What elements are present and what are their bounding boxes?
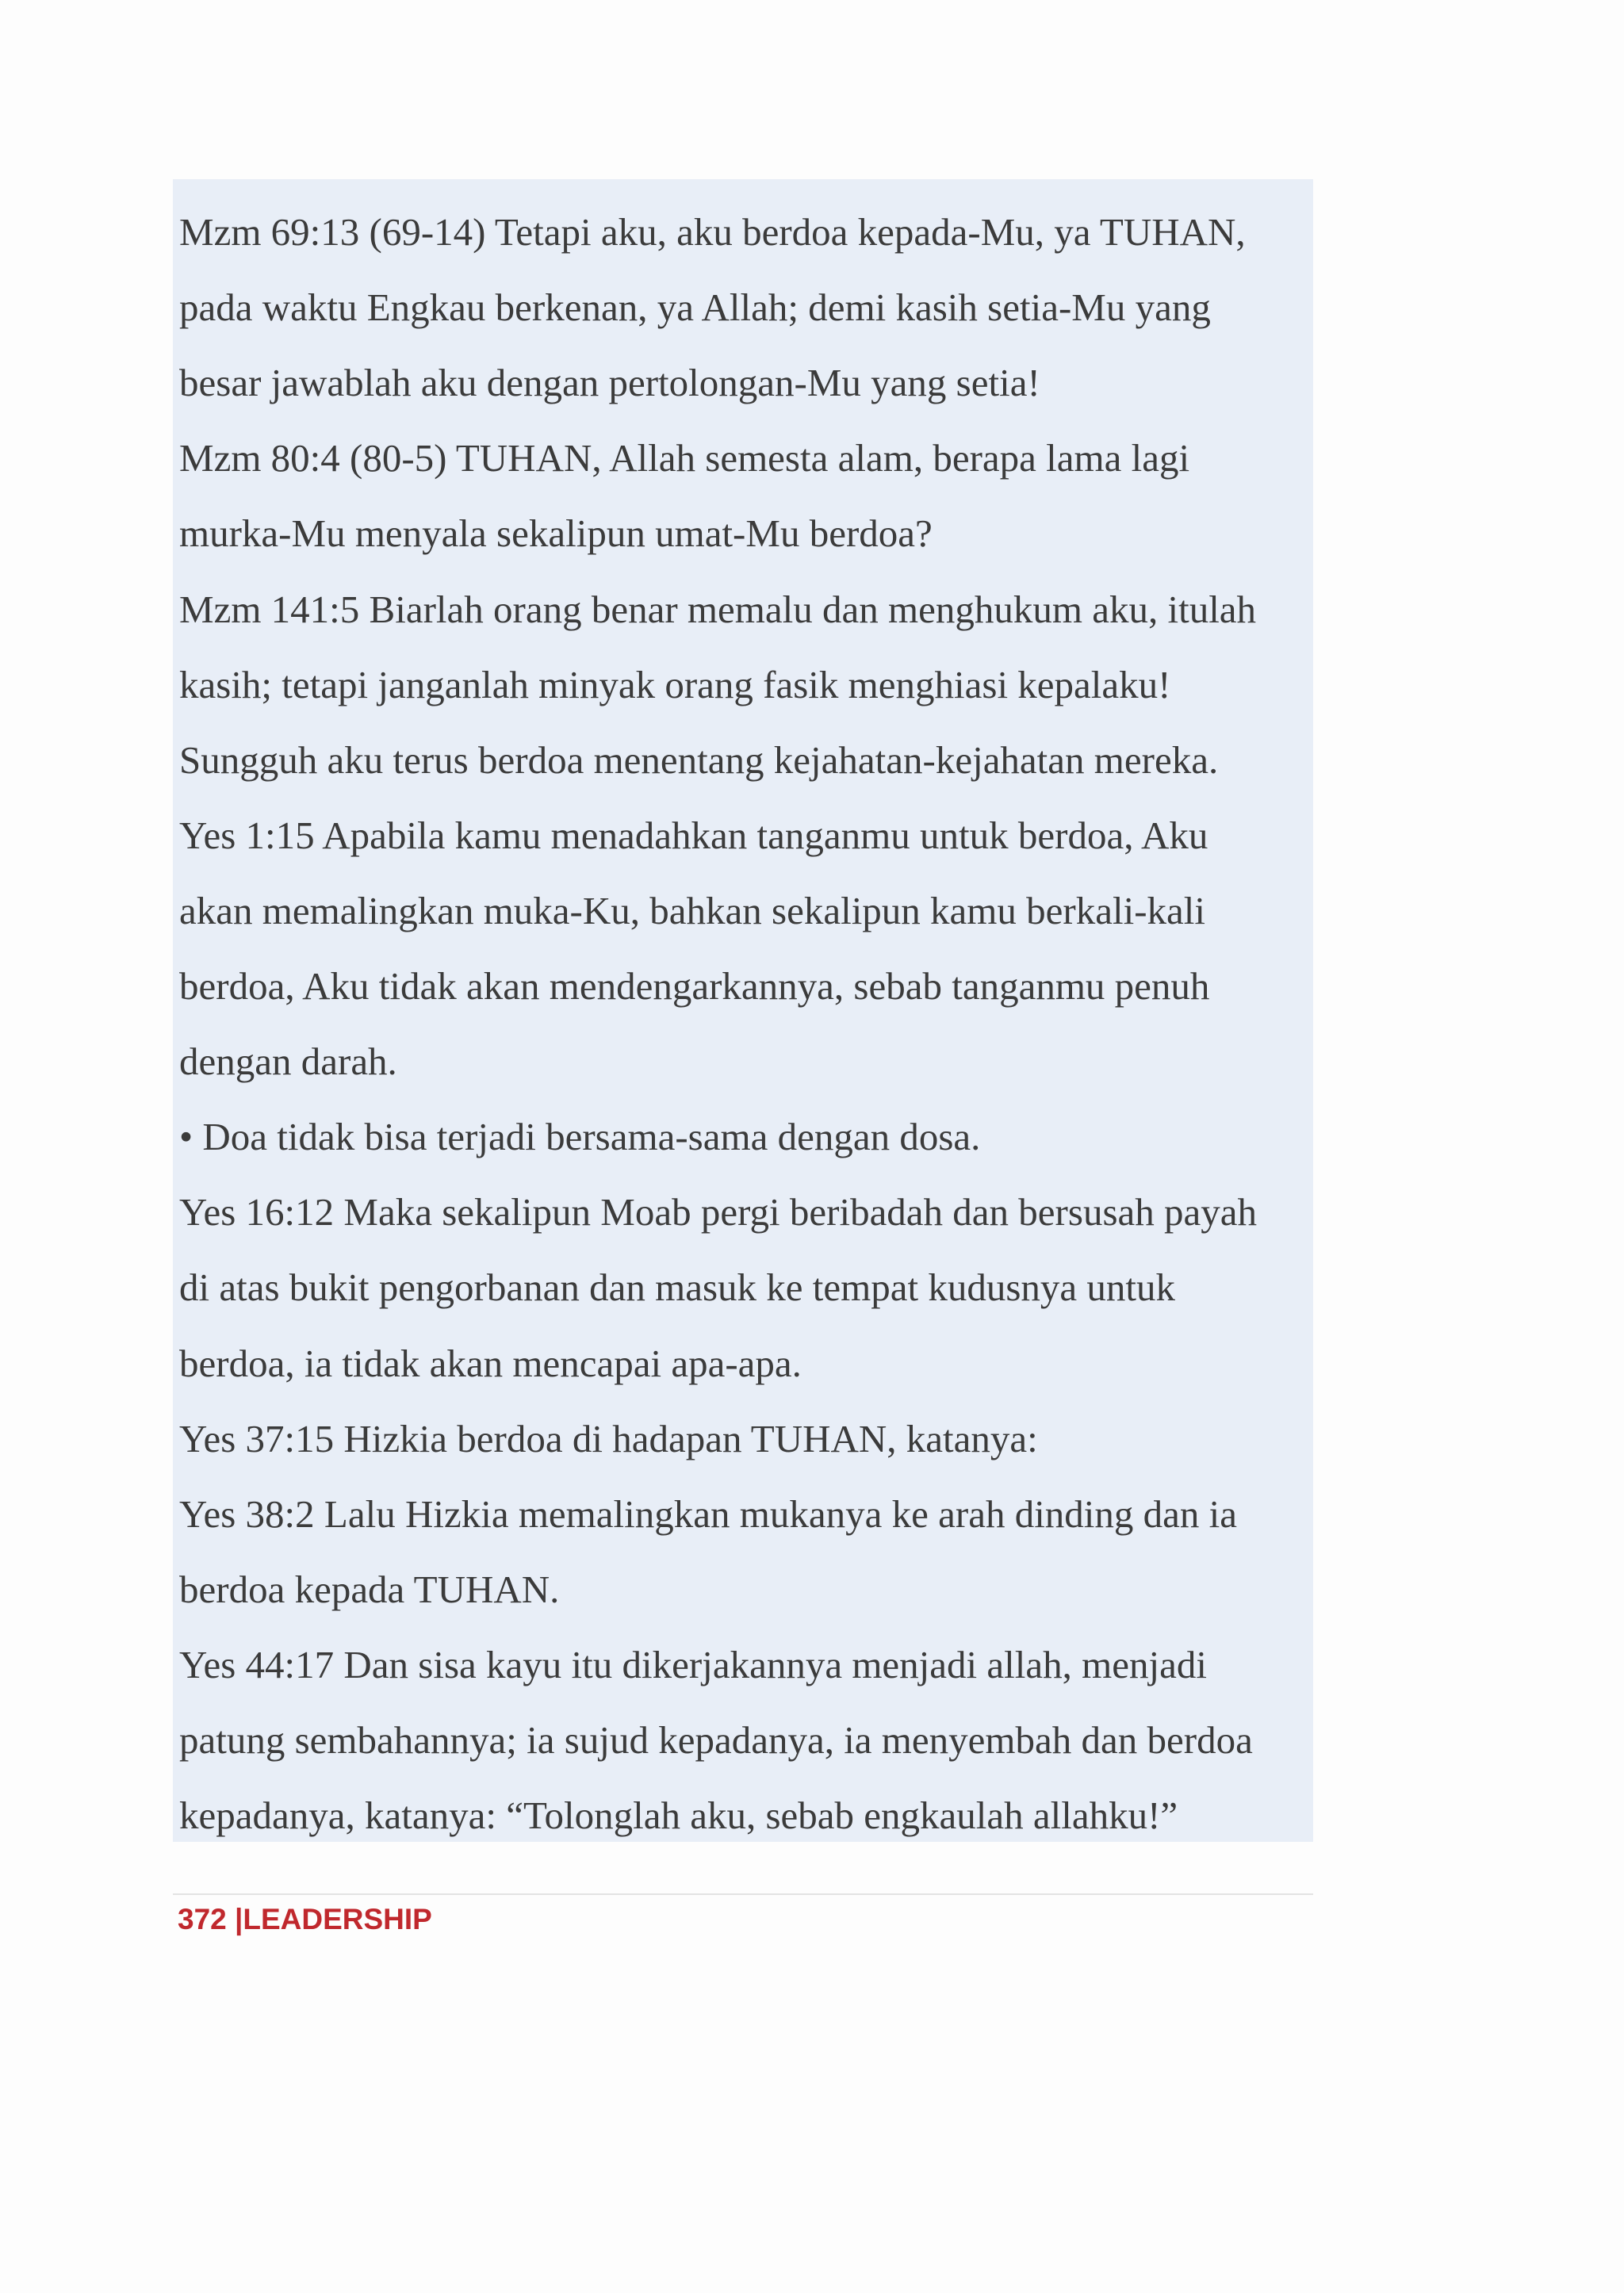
text-line: Yes 44:17 Dan sisa kayu itu dikerjakannya menjadi allah, menjadi <box>179 1642 1207 1686</box>
text-line: berdoa, Aku tidak akan mendengarkannya, sebab tanganmu penuh <box>179 964 1210 1008</box>
text-line: Mzm 141:5 Biarlah orang benar memalu dan menghukum aku, itulah <box>179 587 1257 631</box>
footer-separator: | <box>235 1903 243 1935</box>
text-line: pada waktu Engkau berkenan, ya Allah; demi kasih setia-Mu yang <box>179 285 1211 330</box>
footer-title: LEADERSHIP <box>243 1903 432 1935</box>
text-line: akan memalingkan muka-Ku, bahkan sekalipun kamu berkali-kali <box>179 888 1206 932</box>
text-line: Yes 16:12 Maka sekalipun Moab pergi beribadah dan bersusah payah <box>179 1190 1258 1235</box>
footer-divider <box>173 1893 1313 1895</box>
scripture-text-block <box>173 179 1313 1842</box>
text-line: Yes 1:15 Apabila kamu menadahkan tanganmu untuk berdoa, Aku <box>179 813 1208 857</box>
text-line: Mzm 69:13 (69-14) Tetapi aku, aku berdoa kepada-Mu, ya TUHAN, <box>179 210 1246 254</box>
text-line: murka-Mu menyala sekalipun umat-Mu berdoa? <box>179 511 933 556</box>
text-line: berdoa kepada TUHAN. <box>179 1567 560 1611</box>
text-line: kepadanya, katanya: “Tolonglah aku, sebab engkaulah allahku!” <box>179 1793 1178 1838</box>
page-footer <box>178 1903 432 1936</box>
text-line: Sungguh aku terus berdoa menentang kejahatan-kejahatan mereka. <box>179 737 1219 782</box>
text-line: Yes 38:2 Lalu Hizkia memalingkan mukanya ke arah dinding dan ia <box>179 1491 1238 1536</box>
text-line: dengan darah. <box>179 1039 397 1084</box>
text-line: Mzm 80:4 (80-5) TUHAN, Allah semesta alam, berapa lama lagi <box>179 436 1190 480</box>
text-line: di atas bukit pengorbanan dan masuk ke tempat kudusnya untuk <box>179 1265 1176 1310</box>
text-line: kasih; tetapi janganlah minyak orang fasik menghiasi kepalaku! <box>179 662 1171 706</box>
page-number: 372 <box>178 1903 227 1935</box>
text-line: besar jawablah aku dengan pertolongan-Mu yang setia! <box>179 361 1040 405</box>
text-line: berdoa, ia tidak akan mencapai apa-apa. <box>179 1341 802 1385</box>
text-line: • Doa tidak bisa terjadi bersama-sama dengan dosa. <box>179 1115 981 1159</box>
text-line: patung sembahannya; ia sujud kepadanya, ia menyembah dan berdoa <box>179 1718 1253 1762</box>
text-line: Yes 37:15 Hizkia berdoa di hadapan TUHAN, katanya: <box>179 1416 1038 1460</box>
